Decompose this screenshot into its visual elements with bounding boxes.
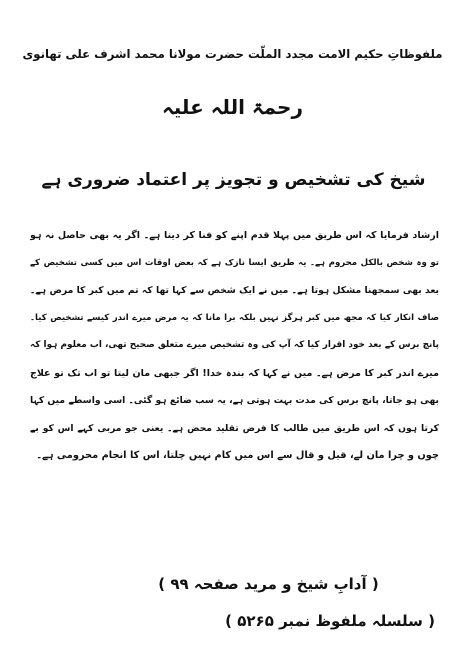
body-line: چوں و چرا مان لے، قیل و قال سے اس میں کام نہیں چلتا، اس کا انجام محرومی ہے۔ <box>36 450 439 461</box>
series-number: ( سلسلہ ملفوظ نمبر ۵۲۶۵ ) <box>225 612 435 630</box>
body-line: بھی ہو جاتا، پانچ برس کی مدت بہت ہوتی ہے، یہ سب ضائع ہو گئی۔ اسی واسطے میں کہا <box>30 395 439 406</box>
body-line: تو وہ شخص بالکل محروم ہے۔ یہ طریق ایسا نازک ہے کہ بعض اوقات اس میں کسی تشخیص کے <box>30 257 439 268</box>
header-title: ملفوظاتِ حکیم الامت مجدد الملّت حضرت مولانا محمد اشرف علی تھانوی <box>22 47 443 61</box>
body-line: ارشاد فرمایا کہ اس طریق میں پہلا قدم اپنے کو فنا کر دینا ہے۔ اگر یہ بھی حاصل نہ ہو <box>30 230 439 241</box>
body-line: صاف انکار کیا کہ مجھ میں کبر ہرگز نہیں بلکہ برا مانا کہ یہ مرض میرے اندر کیسے تشخیص کیا۔ <box>30 312 439 323</box>
body-line: میرے اندر کبر کا مرض ہے۔ میں نے کہا کہ بندہ خدا! اگر جبھی مان لیتا تو اب تک تو علاج <box>30 367 439 379</box>
header-honorific: رحمۃ اللہ علیہ <box>162 95 303 119</box>
body-line: پانچ برس کے بعد خود اقرار کیا کہ آپ کی وہ تشخیص میرے متعلق صحیح تھی، اب معلوم ہوا کہ <box>30 340 439 350</box>
topic-heading: شیخ کی تشخیص و تجویز پر اعتماد ضروری ہے <box>41 170 426 190</box>
source-reference: ( آدابِ شیخ و مرید صفحہ ۹۹ ) <box>158 575 379 593</box>
body-line: بعد بھی سمجھنا مشکل ہوتا ہے۔ میں نے ایک شخص سے کہا تھا کہ تم میں کبر کا مرض ہے۔ <box>30 285 439 296</box>
body-line: کرتا ہوں کہ اس طریق میں طالب کا فرض تقلید محض ہے۔ یعنی جو مربی کہے اس کو بے <box>30 422 439 434</box>
body-paragraph <box>30 222 439 470</box>
